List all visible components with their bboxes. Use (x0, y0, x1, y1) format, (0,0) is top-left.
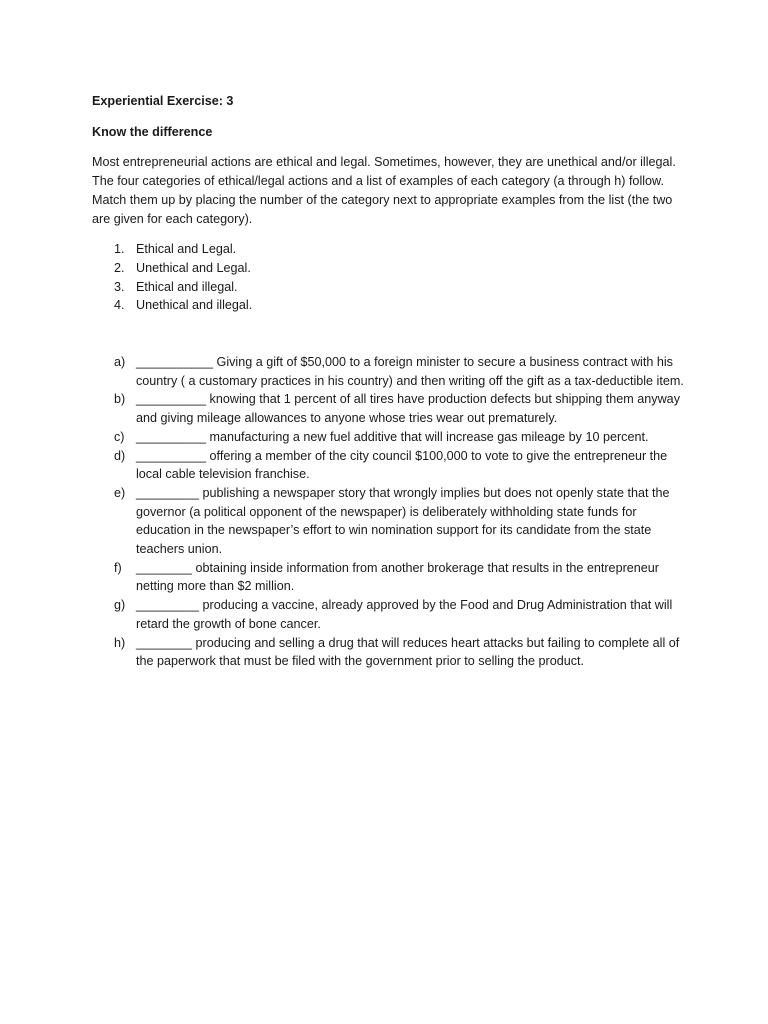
category-label: Unethical and Legal. (136, 260, 251, 275)
category-item (92, 259, 692, 278)
category-number: 3. (114, 279, 125, 294)
example-item (92, 353, 692, 390)
example-letter: b) (114, 392, 126, 407)
example-text: _________ publishing a newspaper story that wrongly implies but does not openly state that the governor (a political opponent of the newspaper) is deliberately withholding state funds for education in the newspaper’s effort to win nomination support for its candidate from the state teachers union. (136, 485, 670, 557)
example-letter: f) (114, 560, 122, 575)
example-letter: d) (114, 448, 126, 463)
category-label: Unethical and illegal. (136, 298, 253, 313)
document-page (92, 92, 692, 671)
category-number: 1. (114, 242, 125, 257)
example-letter: h) (114, 635, 126, 650)
category-item (92, 240, 692, 259)
example-text: _________ producing a vaccine, already approved by the Food and Drug Administration that will retard the growth of bone cancer. (136, 598, 673, 631)
intro-paragraph: Most entrepreneurial actions are ethical and legal. Sometimes, however, they are unethical and/or illegal. The four categories of ethical/legal actions and a list of examples of each category (a through h) follow. Match them up by placing the number of the category next to appropriate examples from the list (the two are given for each category). (92, 155, 676, 226)
category-label: Ethical and Legal. (136, 242, 237, 257)
category-label: Ethical and illegal. (136, 279, 238, 294)
example-item (92, 390, 692, 427)
category-list (92, 240, 692, 315)
example-text: ___________ Giving a gift of $50,000 to a foreign minister to secure a business contract with his country ( a customary practices in his country) and then writing off the gift as a tax-deductible item. (136, 355, 684, 388)
category-item (92, 296, 692, 315)
category-item (92, 278, 692, 297)
example-text: __________ knowing that 1 percent of all tires have production defects but shipping them anyway and giving mileage allowances to anyone whose tries wear out prematurely. (136, 392, 680, 426)
exercise-title: Experiential Exercise: 3 (92, 94, 234, 108)
category-number: 4. (114, 298, 125, 313)
category-number: 2. (114, 260, 125, 275)
example-letter: c) (114, 429, 125, 444)
example-list (92, 353, 692, 671)
example-item (92, 447, 692, 484)
example-text: __________ offering a member of the city council $100,000 to vote to give the entrepreneur the local cable television franchise. (136, 448, 668, 482)
example-item (92, 596, 692, 633)
example-text: ________ producing and selling a drug that will reduces heart attacks but failing to complete all of the paperwork that must be filed with the government prior to selling the product. (136, 635, 680, 669)
example-letter: a) (114, 355, 126, 370)
exercise-subtitle: Know the difference (92, 124, 213, 139)
example-letter: e) (114, 485, 126, 500)
example-text: __________ manufacturing a new fuel additive that will increase gas mileage by 10 percent. (136, 429, 649, 444)
example-item (92, 634, 692, 671)
example-text: ________ obtaining inside information from another brokerage that results in the entrepreneur netting more than $2 million. (136, 560, 659, 594)
example-letter: g) (114, 598, 126, 613)
example-item (92, 428, 692, 447)
example-item (92, 559, 692, 596)
example-item (92, 484, 692, 559)
